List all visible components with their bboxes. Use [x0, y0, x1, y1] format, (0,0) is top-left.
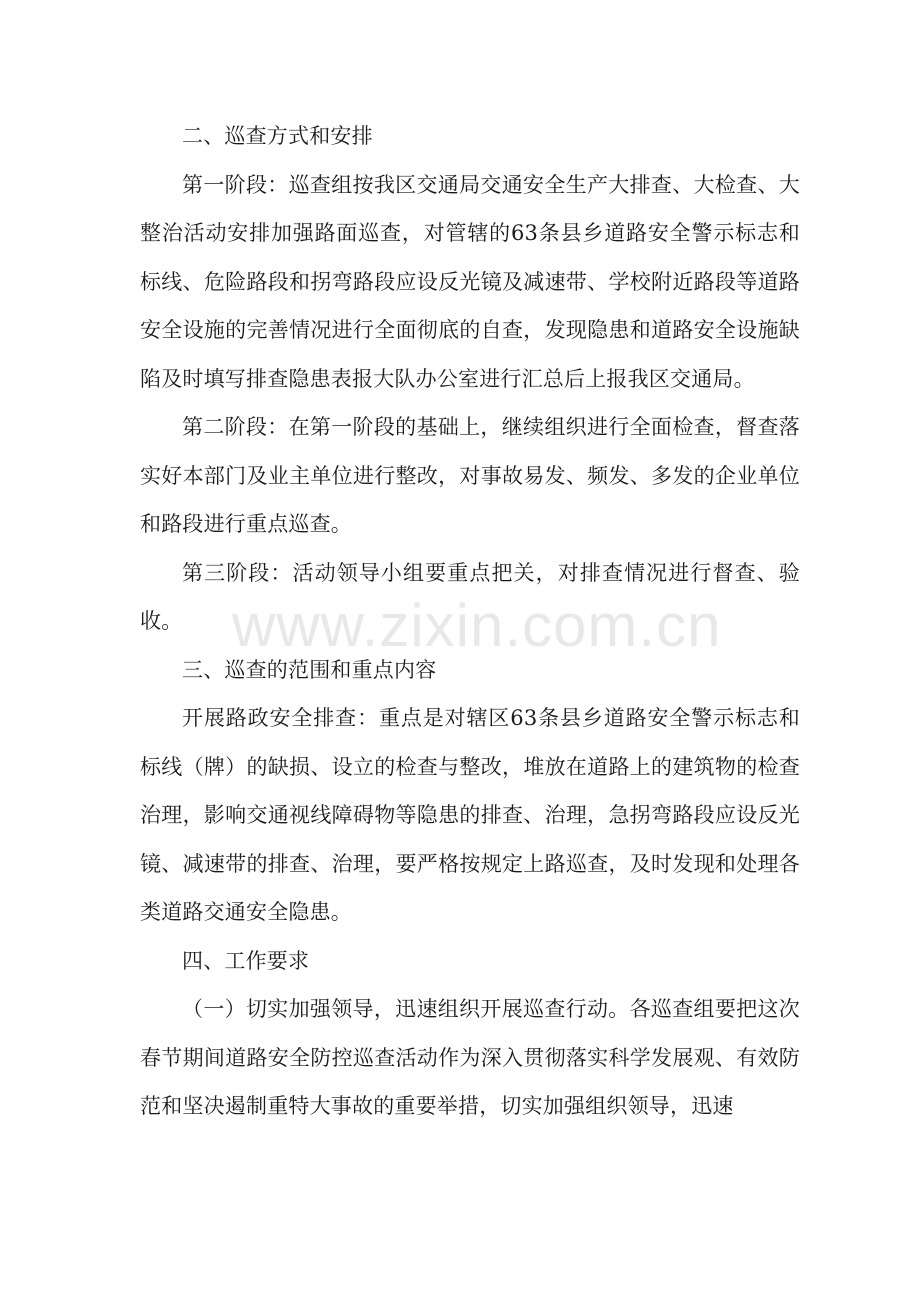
paragraph-stage-one: 第一阶段：巡查组按我区交通局交通安全生产大排查、大检查、大整治活动安排加强路面巡查，对管辖的63条县乡道路安全警示标志和标线、危险路段和拐弯路段应设反光镜及减速带、学校附近路段等道路安全设施的完善情况进行全面彻底的自查，发现隐患和道路安全设施缺陷及时填写排查隐患表报大队办公室进行汇总后上报我区交通局。: [140, 172, 800, 391]
section-heading-requirements: 四、工作要求: [182, 948, 310, 973]
paragraph-stage-three: 第三阶段：活动领导小组要重点把关，对排查情况进行督查、验收。: [140, 560, 800, 633]
paragraph-road-safety-inspection: 开展路政安全排查：重点是对辖区63条县乡道路安全警示标志和标线（牌）的缺损、设立的检查与整改，堆放在道路上的建筑物的检查治理，影响交通视线障碍物等隐患的排查、治理，急拐弯路段应设反光镜、减速带的排查、治理，要严格按规定上路巡查，及时发现和处理各类道路交通安全隐患。: [140, 706, 800, 924]
section-heading-scope: 三、巡查的范围和重点内容: [182, 657, 437, 682]
watermark: www.zixin.com.cn: [232, 592, 722, 659]
paragraph-requirement-one: （一）切实加强领导，迅速组织开展巡查行动。各巡查组要把这次春节期间道路安全防控巡查活动作为深入贯彻落实科学发展观、有效防范和坚决遏制重特大事故的重要举措，切实加强组织领导，迅速: [140, 997, 800, 1118]
paragraph-stage-two: 第二阶段：在第一阶段的基础上，继续组织进行全面检查，督查落实好本部门及业主单位进行整改，对事故易发、频发、多发的企业单位和路段进行重点巡查。: [140, 415, 800, 536]
document-body: [140, 112, 800, 1131]
section-heading-inspection-method: 二、巡查方式和安排: [182, 124, 373, 148]
